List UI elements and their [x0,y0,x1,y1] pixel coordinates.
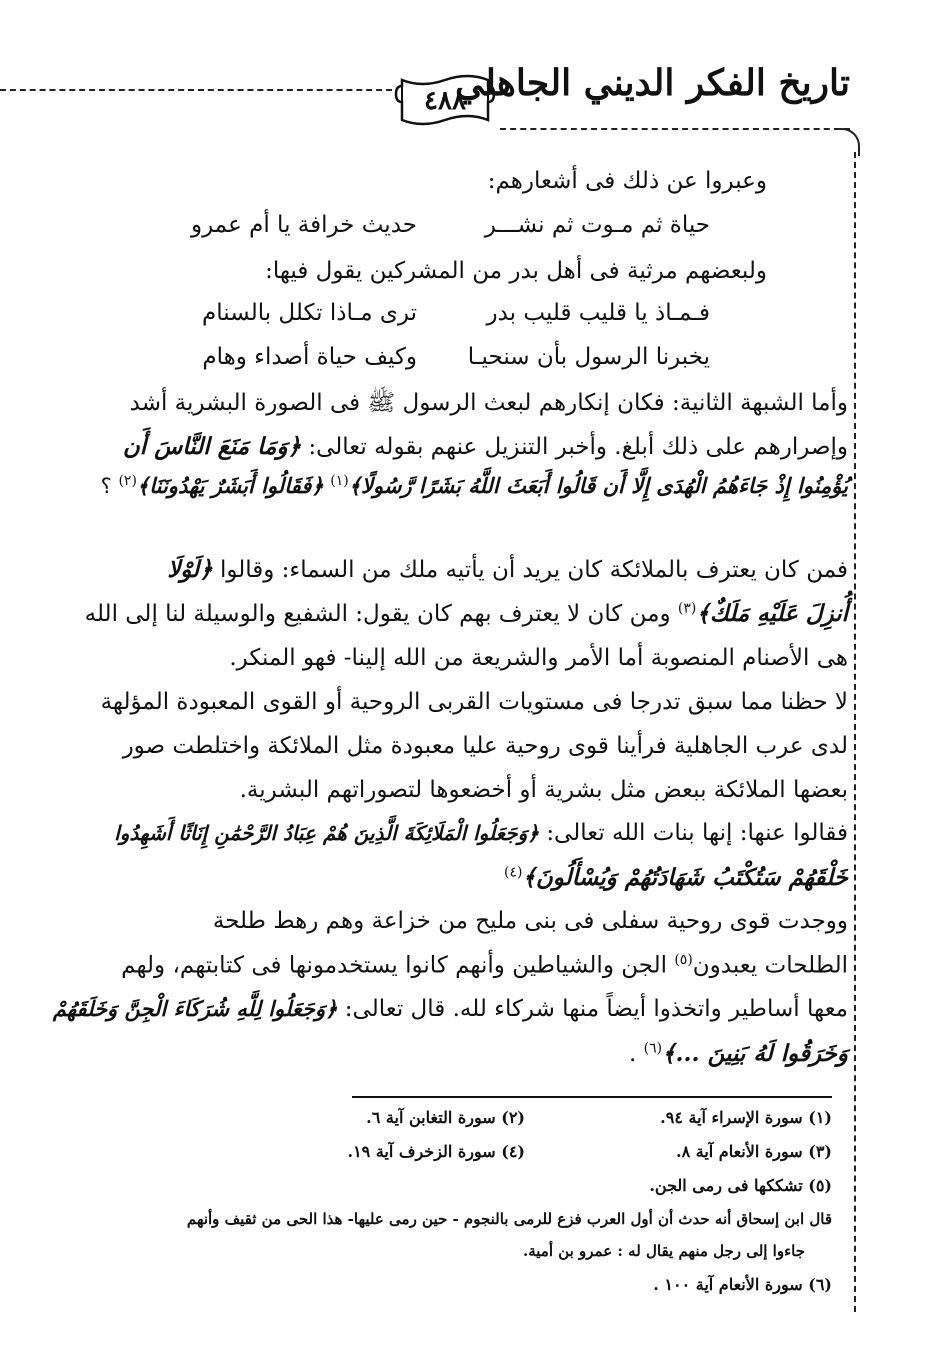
verse-1-second-hemistich: حديث خرافة يا أم عمرو [190,212,417,238]
footnote-ref-2: (٢) [118,473,137,489]
header-rule-left [0,89,392,91]
question-mark: ؟ [100,474,112,498]
quran-quote-1-start: ﴿وَمَا مَنَعَ النَّاسَ أَن [122,433,302,460]
verse-2-second-hemistich: ترى مـاذا تكلل بالسنام [202,300,417,326]
final-period: . [628,1041,637,1067]
verse-2-first-hemistich: فـمـاذ يا قليب قليب بدر [486,300,710,326]
footnote-ref-4: (٤) [503,864,523,881]
footnote-ref-5: (٥) [674,952,693,968]
paragraph-5-line-2 [121,952,848,979]
paragraph-1-line-2-text: وإصرارهم على ذلك أبلغ. وأخبر التنزيل عنهم بقوله تعالى: [308,434,848,460]
quran-quote-4-start: ﴿وَجَعَلُوا الْمَلَائِكَةَ الَّذِينَ هُمْ عِبَادُ الرَّحْمَٰنِ إِنَاثًا أَشَهِدُوا [114,821,539,845]
header-frame-corner [838,128,860,156]
paragraph-2-line-2-text: ومن كان لا يعترف بهم كان يقول: الشفيع والوسيلة لنا إلى الله [84,601,671,627]
paragraph-5-line-3 [53,996,848,1022]
paragraph-1-line-3 [101,473,848,498]
footnote-separator [352,1096,832,1098]
book-title: تاريخ الفكر الديني الجاهلي [455,62,850,104]
quran-quote-3-start: ﴿لَوْلَا [167,556,213,583]
quran-quote-1-end: يُؤْمِنُوا إِذْ جَاءَهُمُ الْهُدَى إِلَّا أَن قَالُوا أَبَعَثَ اللَّهُ بَشَرًا رَّسُولًا﴾ [348,473,848,498]
intro-line: وعبروا عن ذلك فى أشعارهم: [487,168,767,194]
paragraph-4-line-1-text: فقالوا عنها: إنها بنات الله تعالى: [546,820,848,846]
paragraph-5-line-3-text: معها أساطير واتخذوا أيضاً منها شركاء لله. قال تعالى: [344,996,848,1022]
footnote-ref-3: (٣) [677,600,697,617]
footnote-2: (٢) سورة التغابن آية ٦. [366,1108,525,1127]
paragraph-5-line-2-start: الطلحات يعبدون [692,952,848,979]
quran-quote-2: ﴿فَقَالُوا أَبَشَرٌ يَهْدُونَنَا﴾ [136,473,324,498]
footnote-5-detail-line-2: جاءوا إلى رجل منهم يقال له : عمرو بن أمية. [523,1242,805,1260]
paragraph-2-line-1 [167,556,848,583]
verse-3-first-hemistich: يخبرنا الرسول بأن سنحيـا [467,344,710,370]
verse-1-first-hemistich: حياة ثم مـوت ثم نشـــر [484,212,710,238]
quran-quote-5-end: وَخَرَقُوا لَهُ بَنِينَ ...﴾ [662,1040,848,1067]
footnote-3: (٣) سورة الأنعام آية ٨. [676,1142,832,1161]
footnote-6: (٦) سورة الأنعام آية ١٠٠ . [653,1275,832,1294]
paragraph-1-line-2 [123,433,848,460]
paragraph-2-line-2 [85,600,848,627]
paragraph-2-line-3: هى الأصنام المنصوبة أما الأمر والشريعة من الله إلينا- فهو المنكر. [229,645,848,671]
paragraph-3-line-3: بعضها الملائكة ببعض مثل بشرية أو أخضعوها لتصوراتهم البشرية. [239,777,848,803]
paragraph-4-line-2 [504,864,848,891]
paragraph-5-line-1: ووجدت قوى روحية سفلى فى بنى مليح من خزاعة وهم رهط طلحة [212,908,848,934]
elegy-intro-line: ولبعضهم مرثية فى أهل بدر من المشركين يقول فيها: [265,258,767,284]
paragraph-5-line-4 [629,1040,848,1067]
footnote-ref-1: (١) [330,473,349,489]
footnote-1: (١) سورة الإسراء آية ٩٤. [660,1108,832,1127]
footnote-5-detail-line-1: قال ابن إسحاق أنه حدث أن أول العرب فزع للرمى بالنجوم - حين رمى عليها- هذا الحى من ثقيف وأنهم [186,1210,832,1228]
footnote-ref-6: (٦) [643,1040,663,1057]
quran-quote-3-end: أُنزِلَ عَلَيْهِ مَلَكٌ﴾ [696,600,848,627]
quran-quote-5-start: ﴿وَجَعَلُوا لِلَّهِ شُرَكَاءَ الْجِنَّ وَخَلَقَهُمْ [52,996,338,1021]
footnote-4: (٤) سورة الزخرف آية ١٩. [347,1142,525,1161]
paragraph-3-line-2: لدى عرب الجاهلية فرأينا قوى روحية عليا معبودة مثل الملائكة واختلطت صور [122,733,848,759]
quran-quote-4-end: خَلْقَهُمْ سَتُكْتَبُ شَهَادَتُهُمْ وَيُسْأَلُونَ﴾ [522,864,848,891]
footnote-5: (٥) تشككها فى رمى الجن. [649,1176,832,1195]
page-side-rule [854,152,856,1312]
paragraph-2-line-1-text: فمن كان يعترف بالملائكة كان يريد أن يأتيه ملك من السماء: وقالوا [219,557,848,583]
paragraph-3-line-1: لا حظنا مما سبق تدرجا فى مستويات القربى الروحية أو القوى المعبودة المؤلهة [100,689,848,715]
paragraph-1-line-1: وأما الشبهة الثانية: فكان إنكارهم لبعث الرسول ﷺ فى الصورة البشرية أشد [129,390,848,416]
paragraph-5-line-2-end: الجن والشياطين وأنهم كانوا يستخدمونها فى كتابتهم، ولهم [121,952,667,979]
page-number: ٤٨٨ [424,86,466,116]
verse-3-second-hemistich: وكيف حياة أصداء وهام [202,344,417,370]
paragraph-4-line-1 [114,820,848,846]
header-rule-right [500,128,850,130]
